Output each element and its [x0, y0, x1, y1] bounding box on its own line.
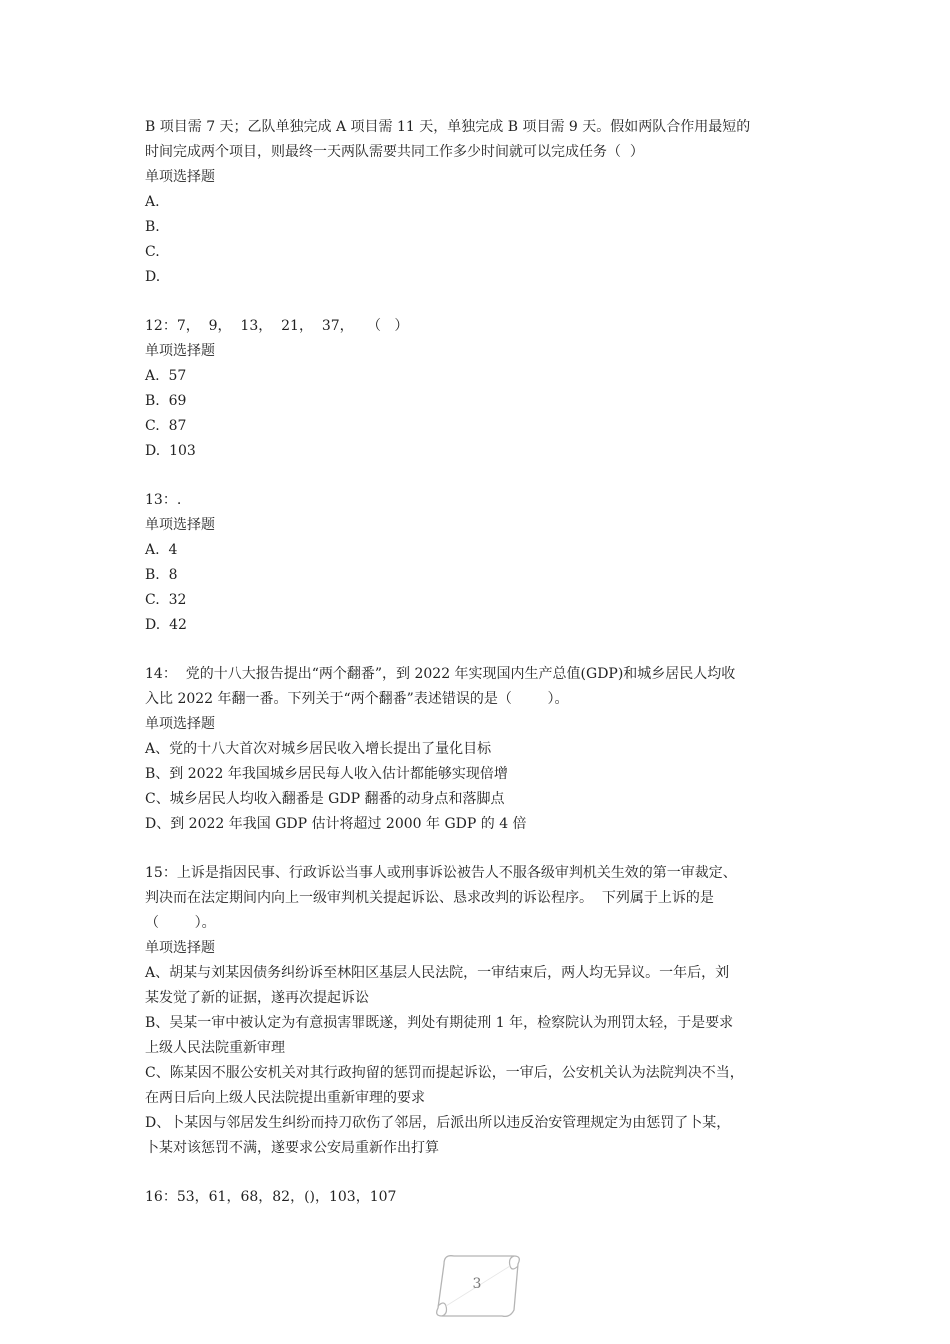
option-a-continued: 某发觉了新的证据，遂再次提起诉讼 — [145, 990, 369, 1006]
page-number: 3 — [472, 1276, 482, 1292]
question-stem-line: 13：. — [145, 492, 182, 508]
question-stem-line: 入比 2022 年翻一番。下列关于“两个翻番”表述错误的是（ ）。 — [145, 691, 569, 707]
option-d: D. 103 — [145, 443, 196, 459]
option-a: A. 57 — [145, 368, 187, 384]
question-stem-line: 16：53，61，68，82，()，103，107 — [145, 1189, 397, 1205]
question-block — [145, 488, 810, 638]
option-b: B、吴某一审中被认定为有意损害罪既遂，判处有期徒刑 1 年，检察院认为刑罚太轻，于是要求 — [145, 1015, 734, 1031]
question-stem-line: 15：上诉是指因民事、行政诉讼当事人或刑事诉讼被告人不服各级审判机关生效的第一审裁定、 — [145, 865, 737, 881]
question-block — [145, 861, 810, 1161]
question-type: 单项选择题 — [145, 716, 215, 732]
question-stem-line: B 项目需 7 天；乙队单独完成 A 项目需 11 天，单独完成 B 项目需 9 天。假如两队合作用最短的 — [145, 119, 751, 135]
question-block — [145, 314, 810, 464]
page-footer — [430, 1250, 524, 1322]
option-a: A、党的十八大首次对城乡居民收入增长提出了量化目标 — [145, 741, 492, 757]
option-b: B. 69 — [145, 393, 187, 409]
option-b: B. 8 — [145, 567, 178, 583]
document-body — [145, 115, 810, 1234]
question-type: 单项选择题 — [145, 343, 215, 359]
option-d: D、到 2022 年我国 GDP 估计将超过 2000 年 GDP 的 4 倍 — [145, 816, 527, 832]
question-stem-line: （ ）。 — [145, 915, 216, 931]
question-stem-line: 时间完成两个项目，则最终一天两队需要共同工作多少时间就可以完成任务（ ） — [145, 144, 644, 160]
option-a: A. 4 — [145, 542, 178, 558]
option-c: C. 87 — [145, 418, 187, 434]
option-c: C、陈某因不服公安机关对其行政拘留的惩罚而提起诉讼，一审后，公安机关认为法院判决不当， — [145, 1065, 744, 1081]
question-type: 单项选择题 — [145, 169, 215, 185]
option-d-continued: 卜某对该惩罚不满，遂要求公安局重新作出打算 — [145, 1140, 439, 1156]
question-stem-line: 判决而在法定期间内向上一级审判机关提起诉讼、恳求改判的诉讼程序。 下列属于上诉的是 — [145, 890, 714, 906]
question-type: 单项选择题 — [145, 940, 215, 956]
option-a: A、胡某与刘某因债务纠纷诉至林阳区基层人民法院，一审结束后，两人均无异议。一年后，刘 — [145, 965, 730, 981]
option-d: D. 42 — [145, 617, 187, 633]
option-d: D. — [145, 269, 161, 285]
question-block — [145, 115, 810, 290]
option-c: C. 32 — [145, 592, 187, 608]
question-block — [145, 1185, 810, 1210]
question-stem-line: 12：7， 9， 13， 21， 37， （ ） — [145, 318, 409, 334]
option-c-continued: 在两日后向上级人民法院提出重新审理的要求 — [145, 1090, 425, 1106]
question-block — [145, 662, 810, 837]
option-a: A. — [145, 194, 160, 210]
option-d: D、卜某因与邻居发生纠纷而持刀砍伤了邻居，后派出所以违反治安管理规定为由惩罚了卜某， — [145, 1115, 731, 1131]
option-b: B、到 2022 年我国城乡居民每人收入估计都能够实现倍增 — [145, 766, 508, 782]
option-c: C. — [145, 244, 160, 260]
question-stem-line: 14： 党的十八大报告提出“两个翻番”，到 2022 年实现国内生产总值(GDP)和城乡居民人均收 — [145, 666, 736, 682]
option-c: C、城乡居民人均收入翻番是 GDP 翻番的动身点和落脚点 — [145, 791, 505, 807]
question-type: 单项选择题 — [145, 517, 215, 533]
option-b-continued: 上级人民法院重新审理 — [145, 1040, 285, 1056]
option-b: B. — [145, 219, 160, 235]
